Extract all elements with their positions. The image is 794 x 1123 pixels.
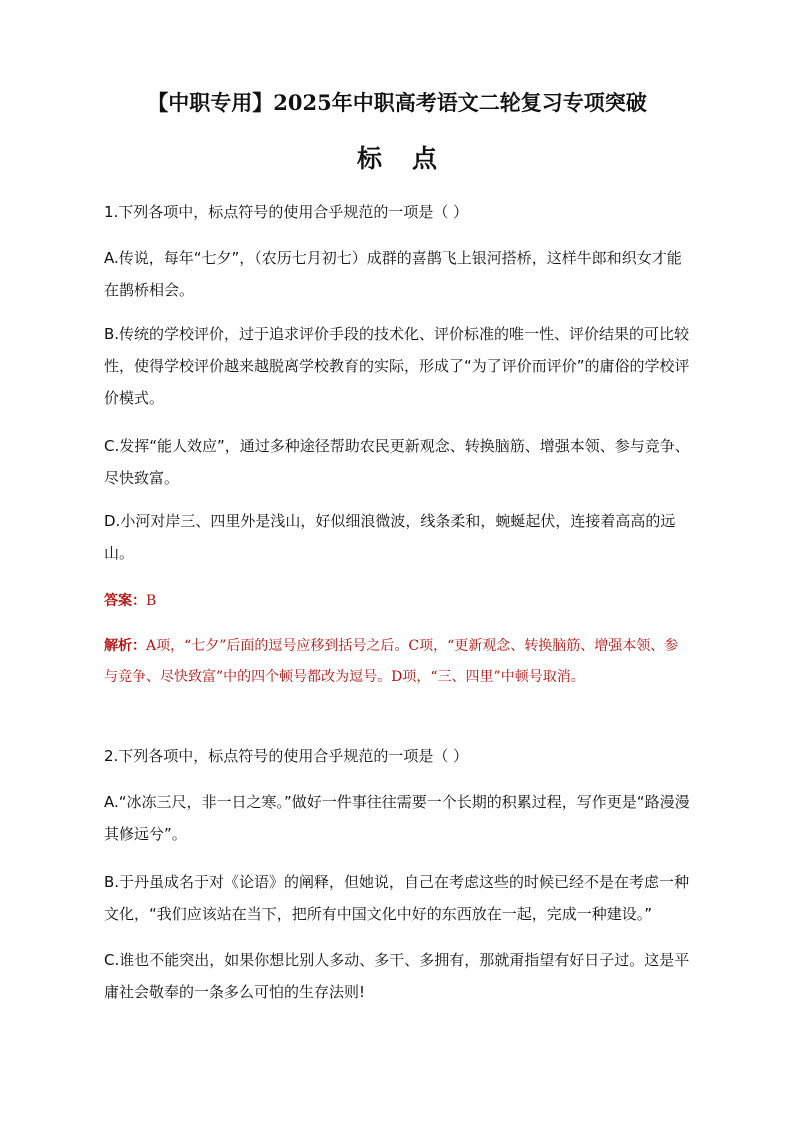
question-2-option-c: C.谁也不能突出，如果你想比别人多动、多干、多拥有，那就甭指望有好日子过。这是平庸社会敬奉的一条多么可怕的生存法则! [104, 951, 690, 1001]
document-subtitle: 标点 [356, 144, 467, 173]
question-2-option-b: B.于丹虽成名于对《论语》的阐释，但她说，自己在考虑这些的时候已经不是在考虑一种文化，“我们应该站在当下，把所有中国文化中好的东西放在一起，完成一种建设。” [104, 873, 690, 923]
question-2-option-a: A.“冰冻三尺，非一日之寒。”做好一件事往往需要一个长期的积累过程，写作更是“路漫漫其修远兮”。 [104, 793, 690, 843]
analysis-text: A项，“七夕”后面的逗号应移到括号之后。C项，“更新观念、转换脑筋、增强本领、参与竞争、尽快致富”中的四个顿号都改为逗号。D项，“三、四里”中顿号取消。 [104, 638, 679, 685]
analysis-label: 解析： [104, 638, 146, 654]
question-1-analysis [104, 631, 690, 693]
answer-value: B [146, 593, 157, 609]
question-1-option-d: D.小河对岸三、四里外是浅山，好似细浪微波，线条柔和，蜿蜒起伏，连接着高高的远山。 [104, 512, 676, 562]
question-1-option-c: C.发挥“能人效应”，通过多种途径帮助农民更新观念、转换脑筋、增强本领、参与竞争、尽快致富。 [104, 437, 690, 487]
answer-label: 答案： [104, 593, 146, 609]
question-1-option-b: B.传统的学校评价，过于追求评价手段的技术化、评价标准的唯一性、评价结果的可比较性，使得学校评价越来越脱离学校教育的实际，形成了“为了评价而评价”的庸俗的学校评价模式。 [104, 325, 690, 407]
question-1-stem: 1.下列各项中，标点符号的使用合乎规范的一项是（ ） [104, 203, 469, 221]
question-2-stem: 2.下列各项中，标点符号的使用合乎规范的一项是（ ） [104, 747, 469, 765]
document-title: 【中职专用】2025年中职高考语文二轮复习专项突破 [147, 90, 647, 115]
question-1-option-a: A.传说，每年“七夕”，（农历七月初七）成群的喜鹊飞上银河搭桥，这样牛郎和织女才能在鹊桥相会。 [104, 249, 682, 299]
question-1-answer [104, 586, 690, 616]
